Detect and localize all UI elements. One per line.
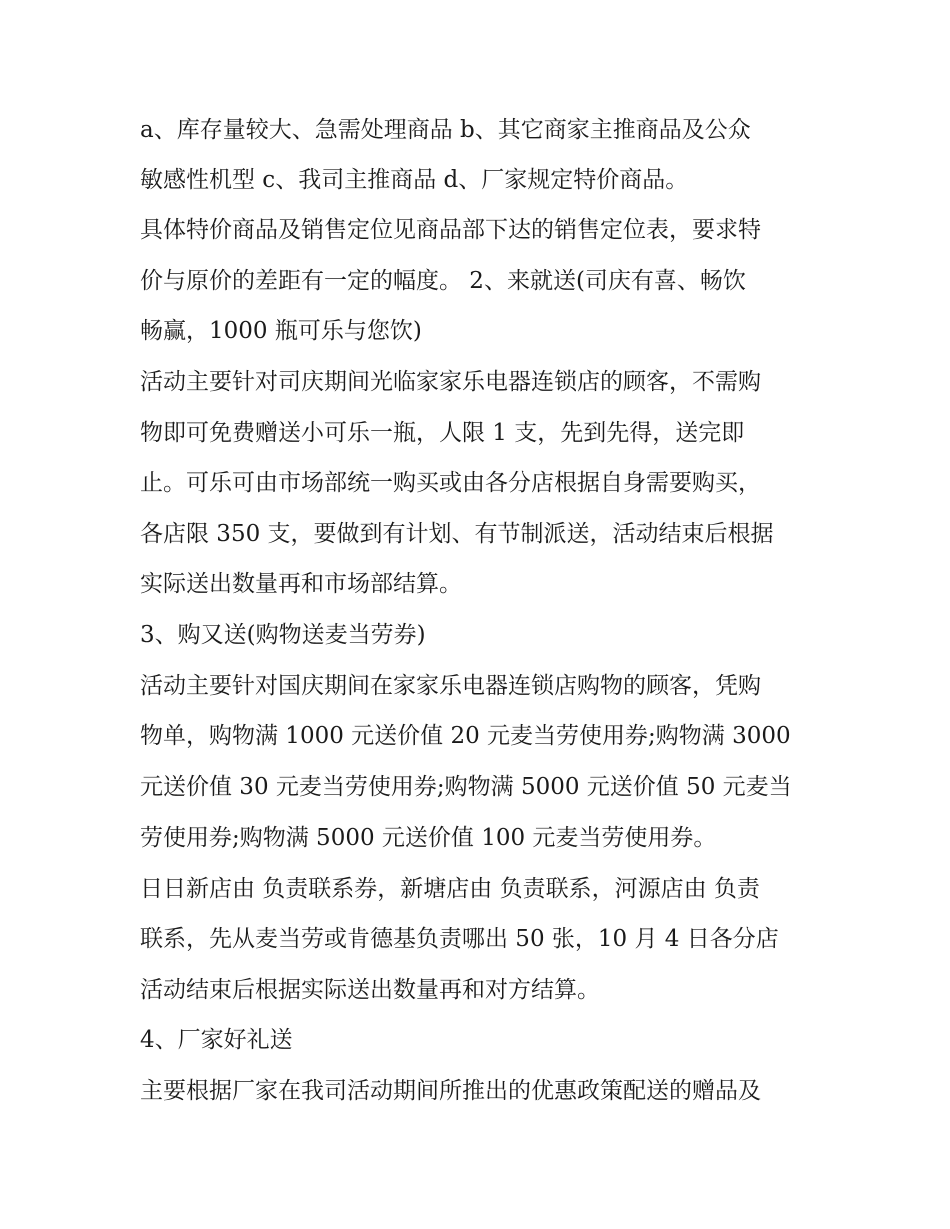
text-line: 活动主要针对司庆期间光临家家乐电器连锁店的顾客，不需购 — [140, 369, 761, 395]
text-line: 各店限 350 支，要做到有计划、有节制派送，活动结束后根据 — [140, 521, 774, 547]
text-line: a、库存量较大、急需处理商品 b、其它商家主推商品及公众 — [140, 117, 751, 143]
text-line: 止。可乐可由市场部统一购买或由各分店根据自身需要购买， — [140, 470, 761, 496]
text-line: 4、厂家好礼送 — [140, 1027, 293, 1053]
text-line: 畅赢，1000 瓶可乐与您饮) — [140, 318, 422, 344]
text-line: 3、购又送(购物送麦当劳券) — [140, 622, 426, 648]
text-line: 主要根据厂家在我司活动期间所推出的优惠政策配送的赠品及 — [140, 1078, 761, 1104]
text-line: 实际送出数量再和市场部结算。 — [140, 571, 462, 597]
text-line: 劳使用券;购物满 5000 元送价值 100 元麦当劳使用券。 — [140, 825, 717, 851]
text-line: 日日新店由 负责联系券，新塘店由 负责联系，河源店由 负责 — [140, 876, 760, 902]
text-line: 物即可免费赠送小可乐一瓶，人限 1 支，先到先得，送完即 — [140, 420, 745, 446]
text-line: 元送价值 30 元麦当劳使用券;购物满 5000 元送价值 50 元麦当 — [140, 774, 792, 800]
text-line: 物单，购物满 1000 元送价值 20 元麦当劳使用券;购物满 3000 — [140, 723, 791, 749]
text-line: 敏感性机型 c、我司主推商品 d、厂家规定特价商品。 — [140, 167, 689, 193]
text-line: 活动主要针对国庆期间在家家乐电器连锁店购物的顾客，凭购 — [140, 673, 761, 699]
text-line: 联系，先从麦当劳或肯德基负责哪出 50 张，10 月 4 日各分店 — [140, 926, 779, 952]
text-line: 活动结束后根据实际送出数量再和对方结算。 — [140, 977, 600, 1003]
text-line: 具体特价商品及销售定位见商品部下达的销售定位表，要求特 — [140, 217, 761, 243]
text-line: 价与原价的差距有一定的幅度。 2、来就送(司庆有喜、畅饮 — [140, 268, 746, 294]
